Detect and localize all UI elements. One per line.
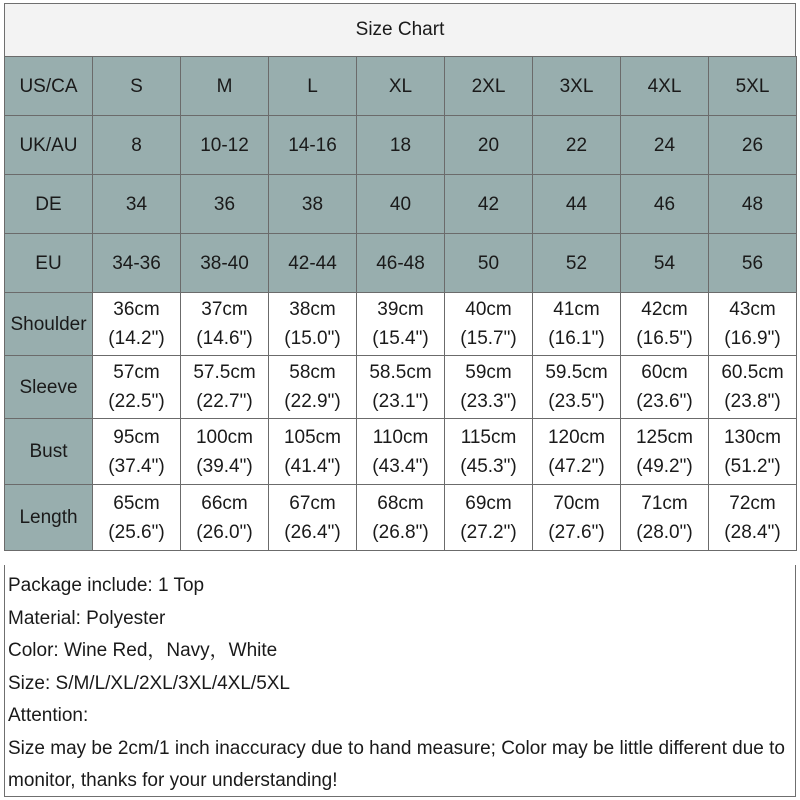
measurement-cell — [269, 356, 357, 419]
measurement-cell — [181, 485, 269, 551]
row-label: Length — [5, 485, 93, 551]
row-label: DE — [5, 175, 93, 234]
size-cell: L — [269, 57, 357, 116]
size-cell: 26 — [709, 116, 797, 175]
size-cell: 36 — [181, 175, 269, 234]
size-cell: 10-12 — [181, 116, 269, 175]
cm-value: 60.5cm — [721, 362, 784, 383]
size-cell: 20 — [445, 116, 533, 175]
cm-value: 43cm — [729, 299, 776, 320]
inch-value: (26.4") — [284, 521, 341, 543]
cm-value: 71cm — [641, 492, 688, 514]
attention-text-line-2: monitor, thanks for your understanding! — [8, 770, 338, 791]
measurement-cell — [269, 419, 357, 485]
measurement-cell — [93, 293, 181, 356]
inch-value: (28.4") — [724, 521, 781, 543]
color-note: Color: Wine Red，Navy，White — [8, 640, 278, 661]
cm-value: 70cm — [553, 492, 600, 514]
measurement-cell — [181, 356, 269, 419]
measurement-row — [5, 293, 797, 356]
size-row — [5, 57, 797, 116]
inch-value: (23.6") — [636, 391, 693, 412]
inch-value: (27.6") — [548, 521, 605, 543]
cm-value: 42cm — [641, 299, 688, 320]
measurement-cell — [269, 293, 357, 356]
inch-value: (27.2") — [460, 521, 517, 543]
chart-title: Size Chart — [4, 3, 796, 56]
cm-value: 72cm — [729, 492, 776, 514]
size-cell: 52 — [533, 234, 621, 293]
inch-value: (22.5") — [108, 391, 165, 412]
cm-value: 69cm — [465, 492, 512, 514]
cm-value: 41cm — [553, 299, 600, 320]
attention-heading: Attention: — [8, 705, 89, 726]
size-cell: 38-40 — [181, 234, 269, 293]
measurement-cell — [93, 485, 181, 551]
measurement-cell — [93, 356, 181, 419]
cm-value: 120cm — [547, 426, 606, 448]
measurement-cell — [269, 485, 357, 551]
cm-value: 100cm — [195, 426, 254, 448]
cm-value: 37cm — [201, 299, 248, 320]
size-cell: 46 — [621, 175, 709, 234]
inch-value: (26.0") — [196, 521, 253, 543]
cm-value: 59.5cm — [545, 362, 608, 383]
measurement-cell — [709, 485, 797, 551]
size-table — [4, 56, 797, 551]
measurement-cell — [621, 356, 709, 419]
row-label: Sleeve — [5, 356, 93, 419]
inch-value: (39.4") — [196, 455, 253, 477]
inch-value: (22.7") — [196, 391, 253, 412]
row-label: EU — [5, 234, 93, 293]
measurement-cell — [533, 356, 621, 419]
inch-value: (49.2") — [636, 455, 693, 477]
cm-value: 125cm — [635, 426, 694, 448]
size-cell: M — [181, 57, 269, 116]
size-cell: 50 — [445, 234, 533, 293]
size-cell: 18 — [357, 116, 445, 175]
cm-value: 39cm — [377, 299, 424, 320]
measurement-cell — [709, 356, 797, 419]
size-chart-sheet — [4, 3, 796, 797]
inch-value: (15.0") — [284, 328, 341, 349]
size-row — [5, 175, 797, 234]
size-cell: XL — [357, 57, 445, 116]
size-cell: 44 — [533, 175, 621, 234]
size-cell: 42 — [445, 175, 533, 234]
cm-value: 95cm — [113, 426, 160, 448]
size-cell: 8 — [93, 116, 181, 175]
size-cell: 2XL — [445, 57, 533, 116]
size-cell: 48 — [709, 175, 797, 234]
inch-value: (15.7") — [460, 328, 517, 349]
cm-value: 60cm — [641, 362, 688, 383]
inch-value: (23.3") — [460, 391, 517, 412]
cm-value: 130cm — [723, 426, 782, 448]
cm-value: 66cm — [201, 492, 248, 514]
inch-value: (51.2") — [724, 455, 781, 477]
measurement-cell — [181, 293, 269, 356]
measurement-row — [5, 485, 797, 551]
measurement-cell — [93, 419, 181, 485]
size-cell: 22 — [533, 116, 621, 175]
measurement-cell — [621, 485, 709, 551]
measurement-cell — [445, 356, 533, 419]
package-note: Package include: 1 Top — [8, 575, 205, 596]
attention-text-line-1: Size may be 2cm/1 inch inaccuracy due to hand measure; Color may be little different due to — [8, 737, 785, 759]
size-cell: 38 — [269, 175, 357, 234]
size-cell: 4XL — [621, 57, 709, 116]
inch-value: (23.1") — [372, 391, 429, 412]
inch-value: (23.8") — [724, 391, 781, 412]
inch-value: (22.9") — [284, 391, 341, 412]
measurement-cell — [621, 293, 709, 356]
measurement-cell — [533, 419, 621, 485]
cm-value: 57.5cm — [193, 362, 256, 383]
inch-value: (25.6") — [108, 521, 165, 543]
inch-value: (16.1") — [548, 328, 605, 349]
size-cell: 34 — [93, 175, 181, 234]
material-note: Material: Polyester — [8, 607, 166, 629]
row-label: Shoulder — [5, 293, 93, 356]
size-cell: 3XL — [533, 57, 621, 116]
size-cell: 56 — [709, 234, 797, 293]
inch-value: (45.3") — [460, 455, 517, 477]
measurement-cell — [621, 419, 709, 485]
size-cell: 14-16 — [269, 116, 357, 175]
measurement-cell — [357, 293, 445, 356]
inch-value: (23.5") — [548, 391, 605, 412]
product-notes — [4, 565, 796, 797]
inch-value: (15.4") — [372, 328, 429, 349]
measurement-cell — [357, 419, 445, 485]
measurement-cell — [533, 485, 621, 551]
inch-value: (14.6") — [196, 328, 253, 349]
measurement-cell — [357, 485, 445, 551]
size-cell: 46-48 — [357, 234, 445, 293]
inch-value: (37.4") — [108, 455, 165, 477]
row-label: US/CA — [5, 57, 93, 116]
measurement-row — [5, 356, 797, 419]
size-cell: 42-44 — [269, 234, 357, 293]
size-cell: S — [93, 57, 181, 116]
cm-value: 38cm — [289, 299, 336, 320]
measurement-cell — [357, 356, 445, 419]
cm-value: 40cm — [465, 299, 512, 320]
size-cell: 24 — [621, 116, 709, 175]
size-cell: 34-36 — [93, 234, 181, 293]
measurement-row — [5, 419, 797, 485]
measurement-cell — [533, 293, 621, 356]
cm-value: 68cm — [377, 492, 424, 514]
row-label: Bust — [5, 419, 93, 485]
inch-value: (16.5") — [636, 328, 693, 349]
measurement-cell — [181, 419, 269, 485]
size-row — [5, 234, 797, 293]
cm-value: 57cm — [113, 362, 160, 383]
row-label: UK/AU — [5, 116, 93, 175]
cm-value: 110cm — [372, 426, 429, 448]
cm-value: 58cm — [289, 362, 336, 383]
size-note: Size: S/M/L/XL/2XL/3XL/4XL/5XL — [8, 672, 291, 694]
measurement-cell — [709, 293, 797, 356]
cm-value: 58.5cm — [369, 362, 432, 383]
inch-value: (43.4") — [372, 455, 429, 477]
inch-value: (16.9") — [724, 328, 781, 349]
size-row — [5, 116, 797, 175]
cm-value: 36cm — [113, 299, 160, 320]
cm-value: 67cm — [289, 492, 336, 514]
measurement-cell — [445, 485, 533, 551]
size-cell: 40 — [357, 175, 445, 234]
size-cell: 54 — [621, 234, 709, 293]
measurement-cell — [709, 419, 797, 485]
measurement-cell — [445, 293, 533, 356]
inch-value: (14.2") — [108, 328, 165, 349]
cm-value: 115cm — [460, 426, 517, 448]
inch-value: (41.4") — [284, 455, 341, 477]
cm-value: 105cm — [283, 426, 342, 448]
measurement-cell — [445, 419, 533, 485]
inch-value: (47.2") — [548, 455, 605, 477]
cm-value: 59cm — [465, 362, 512, 383]
cm-value: 65cm — [113, 492, 160, 514]
inch-value: (28.0") — [636, 521, 693, 543]
size-cell: 5XL — [709, 57, 797, 116]
inch-value: (26.8") — [372, 521, 429, 543]
